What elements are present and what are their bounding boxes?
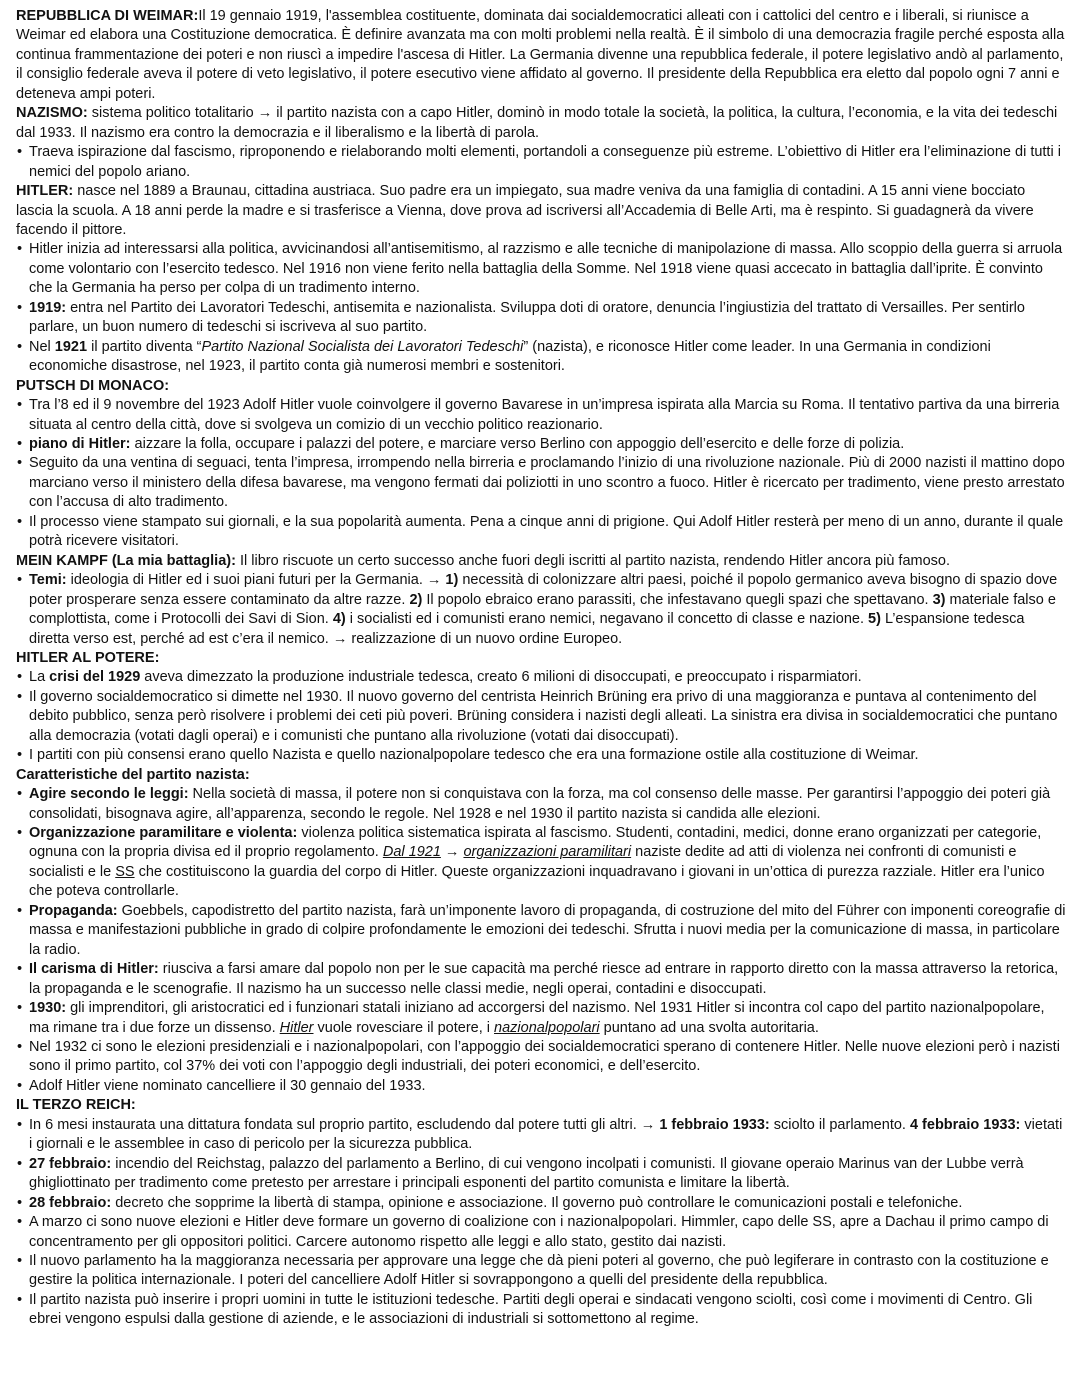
body-text: vietati i giornali e le assemblee in caso di pericolo per la sicurezza pubblica. xyxy=(29,1116,1063,1153)
emphasis-text: Dal 1921 xyxy=(382,844,441,861)
emphasis-text: Partito Nazional Socialista dei Lavoratori Tedeschi xyxy=(201,338,524,355)
body-text: entra nel Partito dei Lavoratori Tedeschi, antisemita e nazionalista. Sviluppa doti di oratore, denuncia l’ingiustizia del trattato di Versailles. Per sentirlo parlare, un buon numero di tedeschi si iscriveva al suo partito. xyxy=(29,299,1025,336)
section-heading: MEIN KAMPF (La mia battaglia): xyxy=(16,552,236,569)
emphasis-text: SS xyxy=(115,863,135,880)
body-text: Il libro riscuote un certo successo anche fuori degli iscritti al partito nazista, rendendo Hitler ancora più famoso. xyxy=(235,552,951,569)
body-text: sciolto il parlamento. xyxy=(769,1116,910,1133)
body-text: sistema politico totalitario → il partito nazista con a capo Hitler, dominò in modo totale la società, la politica, la cultura, l’economia, e la vita dei tedeschi dal 1933. Il nazismo era contro la democrazia e il liberalismo e la libertà di parola. xyxy=(16,105,1058,141)
body-text: L’espansione tedesca diretta verso est, perché ad est c’era il nemico. → realizzazione di un nuovo ordine Europeo. xyxy=(29,611,1025,647)
emphasis-text: 1930: xyxy=(29,1000,67,1017)
section-title-line xyxy=(16,1096,1066,1115)
emphasis-text: Il carisma di Hitler: xyxy=(29,961,159,978)
section-title-line xyxy=(16,649,1066,668)
bullet-list xyxy=(16,785,1066,1096)
body-text: A marzo ci sono nuove elezioni e Hitler deve formare un governo di coalizione con i nazionalpopolari. Himmler, capo delle SS, apre a Dachau il primo campo di concentramento per gli oppositori politici. Carcere autonomo rispetto alle leggi e allo stato, gestito dai nazisti. xyxy=(29,1214,1049,1250)
emphasis-text: 27 febbraio: xyxy=(29,1155,112,1172)
bullet-item xyxy=(16,902,1066,960)
bullet-item xyxy=(16,396,1066,435)
body-text: Traeva ispirazione dal fascismo, riproponendo e rielaborando molti elementi, portandoli a conseguenze più estreme. L’obiettivo di Hitler era l’eliminazione di tutti i nemici del popolo ariano. xyxy=(29,144,1061,180)
emphasis-text: Hitler xyxy=(279,1019,314,1036)
body-text: Adolf Hitler viene nominato cancelliere il 30 gennaio del 1933. xyxy=(29,1077,426,1094)
body-text: Hitler inizia ad interessarsi alla politica, avvicinandosi all’antisemitismo, al razzismo e alle tecniche di manipolazione di massa. Allo scoppio della guerra si arruola come volontario con l’esercito tedesco. Nel 1916 non viene ferito nella battaglia della Somme. Nel 1918 viene quasi accecato in battaglia dall’iprite. È convinto che la Germania ha perso per colpa di un tradimento interno. xyxy=(29,241,1063,297)
bullet-item xyxy=(16,240,1066,298)
emphasis-text: 3) xyxy=(932,591,946,608)
body-text: Il partito nazista può inserire i propri uomini in tutte le istituzioni tedesche. Partiti degli operai e sindacati vengono sciolti, così come i movimenti di Centro. Gli ebrei vengono espulsi dalla gestione di aziende, e le associazioni di industriali si sottomettono al regime. xyxy=(29,1291,1033,1328)
body-text: Nel xyxy=(29,338,55,355)
body-text: Goebbels, capodistretto del partito nazista, farà un’imponente lavoro di propaganda, di costruzione del mito del Führer con imponenti coreografie di massa e manifestazioni pubbliche in grado di colpire profondamente le emozioni dei tedeschi. Sfrutta i nuovi media per la comunicazione di massa, in particolare la radio. xyxy=(29,902,1066,958)
body-text: naziste dedite ad atti di violenza nei confronti di comunisti e socialisti e le xyxy=(29,844,1017,880)
section-heading: REPUBBLICA DI WEIMAR: xyxy=(16,8,199,24)
body-text: violenza politica sistematica ispirata al fascismo. Studenti, contadini, medici, donne erano organizzati per categorie, ognuna con la propria divisa ed il proprio regolamento. xyxy=(29,825,1042,861)
emphasis-text: 4 febbraio 1933: xyxy=(909,1116,1021,1133)
bullet-list xyxy=(16,571,1066,649)
emphasis-text: piano di Hitler: xyxy=(29,435,131,452)
bullet-item xyxy=(16,513,1066,552)
body-text: Il 19 gennaio 1919, l'assemblea costituente, dominata dai socialdemocratici alleati con i cattolici del centro e i liberali, si riunisce a Weimar ed elabora una Costituzione democratica. È definire avanzata ma con molti problemi nella realtà. È il simbolo di una democrazia fragile perché esposta alla continua frammentazione dei poteri e non riuscì a impedire l'ascesa di Hitler. La Germania divenne una repubblica federale, il potere legislativo andò al parlamento, il consiglio federale aveva il potere di veto legislativo, il potere esecutivo viene affidato al governo. Il presidente della Repubblica era eletto dal popolo ogni 7 anni e deteneva ampi poteri. xyxy=(16,8,1065,102)
body-text: Nella società di massa, il potere non si conquistava con la forza, ma col consenso delle masse. Per garantirsi l’appoggio dei poteri già consolidati, bisognava agire, all’apparenza, secondo le regole. Nel 1928 e nel 1930 il partito nazista si candida alle elezioni. xyxy=(29,786,1051,822)
body-text: nasce nel 1889 a Braunau, cittadina austriaca. Suo padre era un impiegato, sua madre veniva da una famiglia di contadini. A 15 anni viene bocciato lascia la scuola. A 18 anni perde la madre e si trasferisce a Vienna, dove prova ad iscriversi all’Accademia di Belle Arti, ma è respinto. Si guadagnerà da vivere facendo il pittore. xyxy=(16,183,1034,238)
emphasis-text: Temi: xyxy=(29,572,67,589)
bullet-item xyxy=(16,1155,1066,1194)
bullet-item xyxy=(16,1194,1066,1213)
body-text: aveva dimezzato la produzione industriale tedesca, creato 6 milioni di disoccupati, e preoccupato i risparmiatori. xyxy=(140,669,862,686)
body-text: ideologia di Hitler ed i suoi piani futuri per la Germania. → xyxy=(66,572,446,589)
bullet-item xyxy=(16,1116,1066,1155)
section-heading: HITLER: xyxy=(16,183,74,200)
emphasis-text: 1) xyxy=(445,572,459,589)
body-text: vuole rovesciare il potere, i xyxy=(313,1019,495,1036)
emphasis-text: 2) xyxy=(409,591,423,608)
section-heading: HITLER AL POTERE: xyxy=(16,649,160,666)
body-text: I partiti con più consensi erano quello Nazista e quello nazionalpopolare tedesco che era una formazione ostile alla costituzione di Weimar. xyxy=(29,747,919,764)
section-heading: NAZISMO: xyxy=(16,105,88,122)
body-text: materiale falso e complottista, come i Protocolli dei Savi di Sion. xyxy=(29,591,1056,628)
emphasis-text: 5) xyxy=(868,611,881,628)
body-text: decreto che sopprime la libertà di stampa, opinione e associazione. Il governo può controllare le comunicazioni postali e telefoniche. xyxy=(111,1194,963,1211)
body-text: Tra l’8 ed il 9 novembre del 1923 Adolf Hitler vuole coinvolgere il governo Bavarese in un’impresa ispirata alla Marcia su Roma. Il tentativo partiva da una birreria situata al centro della città, dove si svolgeva un comizio di un vecchio politico reazionario. xyxy=(29,397,1060,433)
emphasis-text: Organizzazione paramilitare e violenta: xyxy=(29,825,298,842)
section-title-line xyxy=(16,766,1066,785)
body-text: aizzare la folla, occupare i palazzi del potere, e marciare verso Berlino con appoggio dell’esercito e delle forze di polizia. xyxy=(130,435,905,452)
bullet-item xyxy=(16,571,1066,649)
body-text: i socialisti ed i comunisti erano nemici, negavano il concetto di classe e nazione. xyxy=(345,611,869,628)
emphasis-text: 1921 xyxy=(54,338,88,355)
body-text: Il popolo ebraico erano parassiti, che infestavano quegli spazi che spettavano. xyxy=(422,591,933,608)
bullet-item xyxy=(16,668,1066,687)
body-text: → xyxy=(440,844,464,861)
bullet-item xyxy=(16,1213,1066,1252)
bullet-item xyxy=(16,688,1066,746)
emphasis-text: organizzazioni paramilitari xyxy=(463,844,632,861)
paragraph xyxy=(16,104,1066,143)
body-text: incendio del Reichstag, palazzo del parlamento a Berlino, di cui vengono incolpati i comunisti. Il giovane operaio Marinus van der Lubbe verrà ghigliottinato per tradimento come pretesto per arrestare i principali esponenti del partito comunista e limitare la libertà. xyxy=(29,1155,1024,1192)
bullet-item xyxy=(16,999,1066,1038)
bullet-item xyxy=(16,1077,1066,1096)
paragraph xyxy=(16,7,1066,104)
section-title-line xyxy=(16,377,1066,396)
bullet-item xyxy=(16,143,1066,182)
body-text: Il processo viene stampato sui giornali, e la sua popolarità aumenta. Pena a cinque anni di prigione. Qui Adolf Hitler resterà per meno di un anno, durante il quale potrà ricevere visitatori. xyxy=(29,513,1064,550)
emphasis-text: crisi del 1929 xyxy=(49,669,141,686)
bullet-list xyxy=(16,240,1066,376)
body-text: La xyxy=(29,669,50,686)
bullet-item xyxy=(16,1291,1066,1330)
bullet-item xyxy=(16,338,1066,377)
emphasis-text: 1919: xyxy=(29,299,67,316)
body-text: gli imprenditori, gli aristocratici ed i funzionari statali iniziano ad accorgersi del nazismo. Nel 1931 Hitler si incontra col capo del partito nazionalpopolare, ma rimane tra i due forze un dissenso. xyxy=(29,1000,1045,1036)
body-text: In 6 mesi instaurata una dittatura fondata sul proprio partito, escludendo dal potere tutti gli altri. → xyxy=(29,1116,660,1133)
bullet-item xyxy=(16,454,1066,512)
bullet-item xyxy=(16,824,1066,902)
body-text: Seguito da una ventina di seguaci, tenta l’impresa, irrompendo nella birreria e proclamando l’inizio di una rivoluzione nazionale. Più di 2000 nazisti il mattino dopo marciano verso il ministero della difesa bavarese, ma vengono fermati dai poliziotti in uno scontro a fuoco. Hitler è ricercato per tradimento, viene presto arrestato con l’accusa di alto tradimento. xyxy=(29,455,1065,511)
bullet-list xyxy=(16,1116,1066,1330)
section-heading: IL TERZO REICH: xyxy=(16,1097,136,1114)
paragraph xyxy=(16,182,1066,240)
emphasis-text: 1 febbraio 1933: xyxy=(659,1116,770,1133)
bullet-list xyxy=(16,143,1066,182)
body-text: Il nuovo parlamento ha la maggioranza necessaria per approvare una legge che dà pieni poteri al governo, che può legiferare in contrasto con la costituzione e gestire la politica internazionale. I poteri del cancelliere Adolf Hitler si sovrappongono a quelli del presidente della repubblica. xyxy=(29,1253,1049,1289)
emphasis-text: nazionalpopolari xyxy=(494,1019,600,1036)
emphasis-text: 4) xyxy=(332,611,346,628)
bullet-item xyxy=(16,299,1066,338)
section-heading: PUTSCH DI MONACO: xyxy=(16,377,170,394)
bullet-list xyxy=(16,396,1066,552)
body-text: Nel 1932 ci sono le elezioni presidenziali e i nazionalpopolari, con l’appoggio dei socialdemocratici sperano di contenere Hitler. Nelle nuove elezioni però i nazisti sono il primo partito, col 37% dei voti con l’appoggio degli industriali, dei poteri economici, e dell’esercito. xyxy=(29,1039,1060,1075)
paragraph xyxy=(16,552,1066,571)
body-text: puntano ad una svolta autoritaria. xyxy=(599,1019,819,1036)
emphasis-text: Agire secondo le leggi: xyxy=(29,786,189,803)
body-text: il partito diventa “ xyxy=(87,338,202,355)
bullet-item xyxy=(16,1252,1066,1291)
body-text: che costituiscono la guardia del corpo di Hitler. Queste organizzazioni inquadravano i giovani in un’ottica di purezza razziale. Hitler era l’unico che poteva controllarle. xyxy=(29,863,1045,900)
bullet-item xyxy=(16,785,1066,824)
bullet-item xyxy=(16,960,1066,999)
body-text: necessità di colonizzare altri paesi, poiché il popolo germanico aveva bisogno di spazio dove poter prosperare senza essere contaminato da altre razze. xyxy=(29,572,1058,608)
section-heading: Caratteristiche del partito nazista: xyxy=(16,766,250,783)
body-text: riusciva a farsi amare dal popolo non per le sue capacità ma perché riesce ad entrare in rapporto diretto con la massa attraverso la retorica, la propaganda e le scenografie. Il nazismo ha un successo nelle classi medie, negli operai, contadini e disoccupati. xyxy=(29,961,1059,997)
bullet-item xyxy=(16,435,1066,454)
bullet-list xyxy=(16,668,1066,765)
body-text: ” (nazista), e riconosce Hitler come leader. In una Germania in condizioni economiche disastrose, nel 1923, il partito conta già numerosi membri e sostenitori. xyxy=(29,338,991,375)
bullet-item xyxy=(16,746,1066,765)
bullet-item xyxy=(16,1038,1066,1077)
emphasis-text: 28 febbraio: xyxy=(29,1194,112,1211)
emphasis-text: Propaganda: xyxy=(29,902,118,919)
body-text: Il governo socialdemocratico si dimette nel 1930. Il nuovo governo del centrista Heinrich Brüning era privo di una maggioranza e puntava al contenimento del debito pubblico, senza però risolvere i problemi dei ceti più poveri. Brüning considera i nazisti degli alleati. La sinistra era divisa in socialdemocratici che puntano alla democrazia (votati dagli operai) e i comunisti che puntano alla rivoluzione (votati dai disoccupati). xyxy=(29,688,1058,744)
